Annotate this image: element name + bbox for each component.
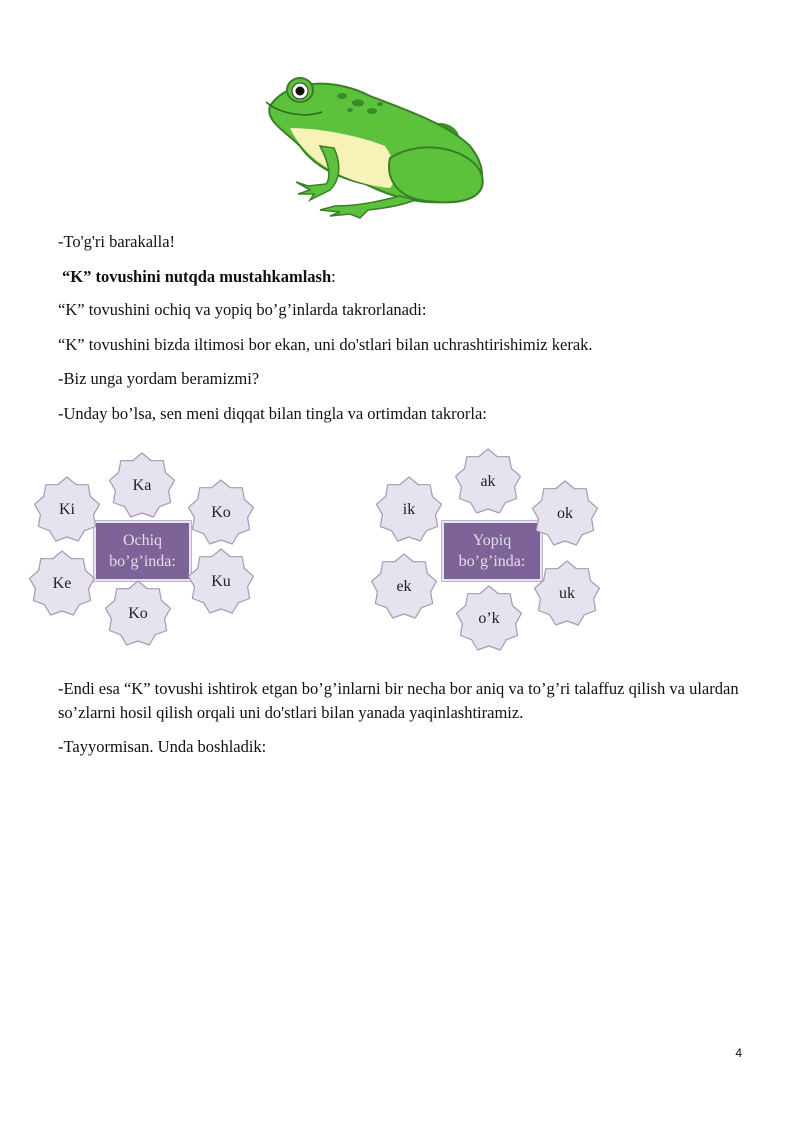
- paragraph-explanation: -Endi esa “K” tovushi ishtirok etgan bo’g’inlarni bir necha bor aniq va to’g’ri talaffuz qilish va ulardan so’zlarni hosil qilish orqali uni do'stlari bilan yanada yaqinlashtiramiz.: [58, 679, 739, 722]
- syllable-label: Ka: [132, 477, 152, 494]
- syllable-star: [186, 547, 256, 617]
- open-syllables-center: [94, 521, 191, 581]
- syllable-label: ek: [396, 578, 412, 595]
- open-center-line1: Ochiq: [122, 532, 163, 549]
- closed-center-line1: Yopiq: [472, 532, 512, 549]
- syllable-label: ak: [480, 473, 496, 490]
- syllable-star: [454, 584, 524, 654]
- syllable-label: Ki: [59, 501, 75, 518]
- closing-line: -Tayyormisan. Unda boshladik:: [58, 737, 267, 756]
- syllable-label: o’k: [478, 610, 500, 627]
- syllable-label: ok: [557, 505, 573, 522]
- syllable-label: Ko: [211, 504, 231, 521]
- syllable-star: [530, 479, 600, 549]
- syllable-label: Ko: [128, 605, 148, 622]
- syllable-star: [369, 552, 439, 622]
- frog-illustration: [250, 66, 500, 220]
- closed-center-line2: bo’g’inda:: [458, 553, 526, 570]
- syllable-star: [27, 549, 97, 619]
- syllable-star: [107, 451, 177, 521]
- syllable-label: Ke: [52, 575, 72, 592]
- syllable-label: Ku: [211, 573, 231, 590]
- open-center-line2: bo’g’inda:: [109, 553, 176, 570]
- page-number: 4: [735, 1046, 742, 1060]
- instruction-line-1: “K” tovushini ochiq va yopiq bo’g’inlarda takrorlanadi:: [58, 300, 427, 319]
- syllable-star: [32, 475, 102, 545]
- closed-syllables-center: [442, 521, 542, 581]
- praise-text: -To'g'ri barakalla!: [58, 232, 176, 251]
- instruction-line-3: -Unday bo’lsa, sen meni diqqat bilan tingla va ortimdan takrorla:: [58, 404, 487, 423]
- section-heading-colon: :: [331, 267, 336, 286]
- syllable-label: ik: [402, 501, 416, 518]
- syllable-label: uk: [559, 585, 575, 602]
- syllable-star: [374, 475, 444, 545]
- syllable-star: [532, 559, 602, 629]
- question-line: -Biz unga yordam beramizmi?: [58, 369, 260, 388]
- syllable-star: [186, 478, 256, 548]
- syllable-star: [103, 579, 173, 649]
- syllable-star: [453, 447, 523, 517]
- instruction-line-2: “K” tovushini bizda iltimosi bor ekan, uni do'stlari bilan uchrashtirishimiz kerak.: [58, 335, 593, 354]
- section-heading: [62, 266, 336, 288]
- section-heading-bold: “K” tovushini nutqda mustahkamlash: [62, 267, 332, 286]
